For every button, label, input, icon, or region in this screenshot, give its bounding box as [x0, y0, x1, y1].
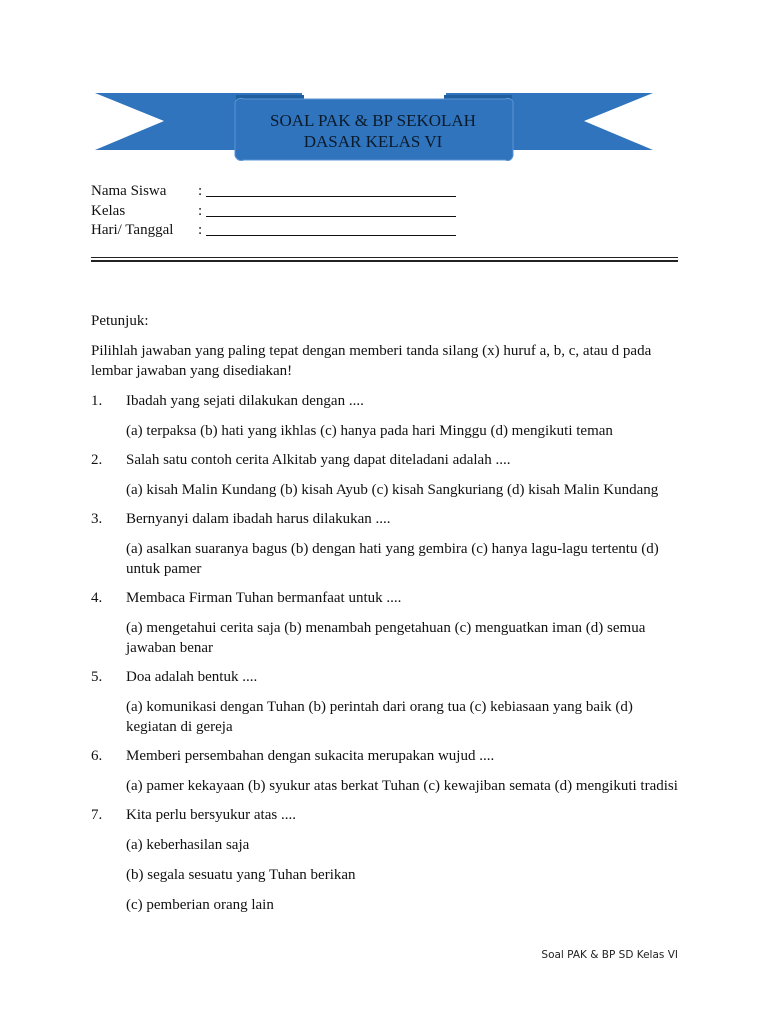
question-text: Kita perlu bersyukur atas ....	[126, 807, 296, 823]
field-kelas	[91, 201, 456, 221]
question-options: (a) mengetahui cerita saja (b) menambah pengetahuan (c) menguatkan iman (d) semua jawaban benar	[126, 620, 646, 656]
banner-title-line1: SOAL PAK & BP SEKOLAH	[270, 111, 476, 130]
question-number: 7.	[91, 807, 103, 823]
question-number: 2.	[91, 452, 103, 468]
question-options: (a) kisah Malin Kundang (b) kisah Ayub (c) kisah Sangkuriang (d) kisah Malin Kundang	[126, 482, 659, 498]
question-row	[91, 391, 681, 411]
field-colon: :	[198, 222, 203, 238]
question-list	[91, 391, 681, 915]
divider-line-thin	[91, 257, 678, 258]
field-label: Nama Siswa	[91, 183, 167, 199]
question-text: Ibadah yang sejati dilakukan dengan ....	[126, 393, 364, 409]
question-options: (c) pemberian orang lain	[126, 897, 274, 913]
question-row	[91, 509, 681, 529]
question-number: 5.	[91, 669, 103, 685]
question-options: (a) terpaksa (b) hati yang ikhlas (c) hanya pada hari Minggu (d) mengikuti teman	[126, 423, 613, 439]
question-row	[91, 450, 681, 470]
question-number: 3.	[91, 511, 103, 527]
field-hari-tanggal	[91, 220, 456, 240]
field-nama-siswa	[91, 181, 456, 201]
field-colon: :	[198, 202, 203, 219]
question-item	[91, 450, 681, 500]
question-item	[91, 391, 681, 441]
question-options: (a) komunikasi dengan Tuhan (b) perintah dari orang tua (c) kebiasaan yang baik (d) kegiatan di gereja	[126, 699, 633, 735]
question-text: Bernyanyi dalam ibadah harus dilakukan ....	[126, 511, 391, 527]
instructions-label: Petunjuk:	[91, 313, 149, 329]
question-text: Membaca Firman Tuhan bermanfaat untuk ....	[126, 590, 402, 606]
question-text: Memberi persembahan dengan sukacita merupakan wujud ....	[126, 748, 495, 764]
instructions-text: Pilihlah jawaban yang paling tepat dengan memberi tanda silang (x) huruf a, b, c, atau d pada lembar jawaban yang disediakan!	[91, 343, 652, 379]
title-banner-text	[233, 110, 513, 152]
field-label: Hari/ Tanggal	[91, 222, 174, 238]
field-colon: :	[198, 183, 203, 199]
question-text: Doa adalah bentuk ....	[126, 669, 258, 685]
field-label: Kelas	[91, 202, 126, 219]
question-section	[91, 311, 681, 924]
divider-line-thick	[91, 260, 678, 262]
blank-answer-line	[206, 202, 456, 217]
page-footer: Soal PAK & BP SD Kelas VI	[541, 949, 678, 961]
question-options: (a) pamer kekayaan (b) syukur atas berkat Tuhan (c) kewajiban semata (d) mengikuti tradisi	[126, 778, 678, 794]
question-options: (a) asalkan suaranya bagus (b) dengan hati yang gembira (c) hanya lagu-lagu tertentu (d) untuk pamer	[126, 541, 659, 577]
question-number: 4.	[91, 590, 103, 606]
question-item	[91, 746, 681, 796]
question-number: 1.	[91, 393, 103, 409]
blank-answer-line	[206, 182, 456, 197]
question-item	[91, 805, 681, 915]
question-item	[91, 667, 681, 737]
question-number: 6.	[91, 748, 103, 764]
question-row	[91, 667, 681, 687]
blank-answer-line	[206, 221, 456, 236]
banner-title-line2: DASAR KELAS VI	[303, 132, 443, 151]
question-item	[91, 588, 681, 658]
question-row	[91, 588, 681, 608]
question-options: (a) keberhasilan saja	[126, 837, 250, 853]
question-item	[91, 509, 681, 579]
student-identity-fields	[91, 181, 456, 240]
question-options: (b) segala sesuatu yang Tuhan berikan	[126, 867, 356, 883]
question-row	[91, 805, 681, 825]
question-row	[91, 746, 681, 766]
question-text: Salah satu contoh cerita Alkitab yang dapat diteladani adalah ....	[126, 452, 511, 468]
